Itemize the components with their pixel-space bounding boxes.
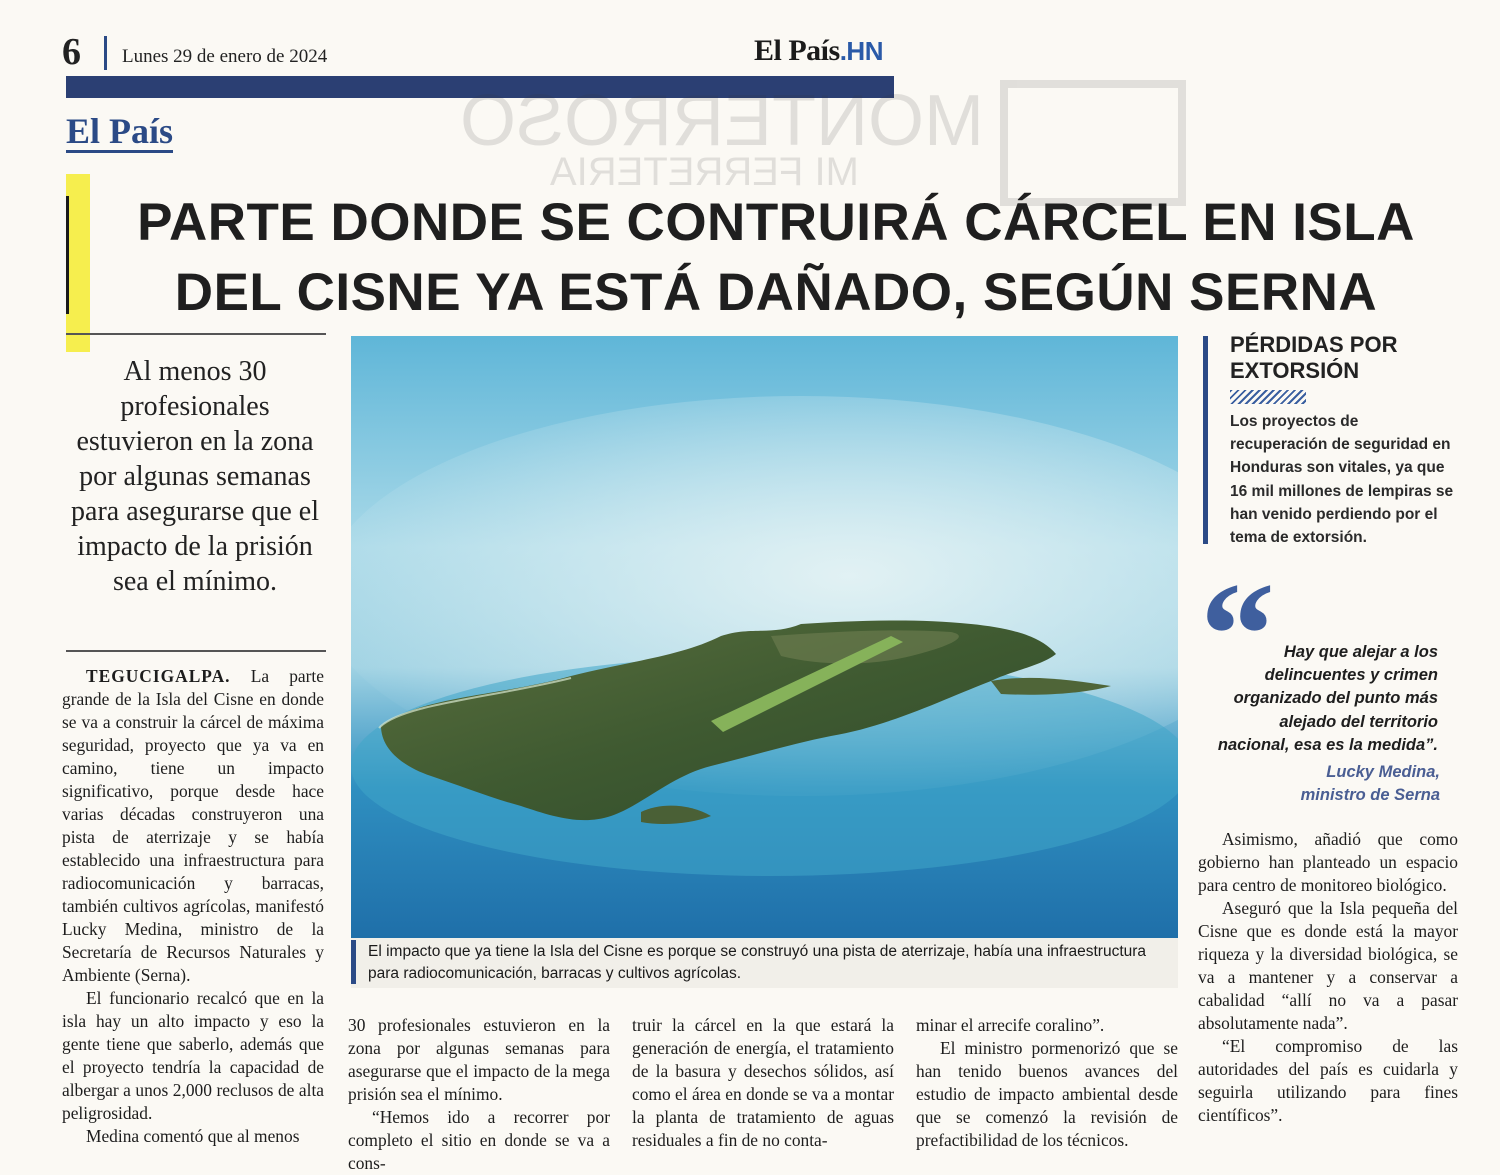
article-column-4 (916, 1014, 1178, 1152)
quote-attribution (1260, 761, 1440, 807)
sidebar-hatch-decoration (1230, 390, 1306, 404)
article-summary: Al menos 30 profesionales estuvieron en la zona por algunas semanas para asegurarse que el impacto de la prisión sea el mínimo. (71, 356, 319, 597)
paragraph: “El compromiso de las autoridades del país es cuidarla y seguirla utilizando para fines científicos”. (1198, 1036, 1458, 1125)
sidebar-title: PÉRDIDAS POR EXTORSIÓN (1230, 332, 1398, 383)
paragraph: Aseguró que la Isla pequeña del Cisne que es donde está la mayor riqueza y la diversidad biológica, se va a mantener y a conservar a cabalidad “allí no va a pasar absolutamente nada”. (1198, 898, 1458, 1033)
paragraph: 30 profesionales estuvieron en la zona por algunas semanas para asegurarse que el impacto de la mega prisión sea el mínimo. (348, 1015, 610, 1104)
quote-mark-icon: “ (1200, 552, 1275, 718)
page-number: 6 (62, 31, 81, 73)
paragraph: El ministro pormenorizó que se han tenido buenos avances del estudio de impacto ambiental desde que se comenzó la revisión de prefactibilidad de los técnicos. (916, 1038, 1178, 1150)
masthead-suffix: .HN (839, 36, 883, 66)
section-label: El País (66, 111, 174, 151)
ghost-text-1: MONTERROSO (460, 81, 985, 161)
masthead-title: El País (754, 34, 840, 67)
summary-top-rule (66, 333, 326, 335)
summary-bottom-rule (66, 650, 326, 652)
headline-line-1: PARTE DONDE SE CONTRUIRÁ CÁRCEL EN ISLA (137, 193, 1415, 252)
headline-rule (66, 196, 69, 314)
island-aerial-photo (351, 336, 1178, 938)
headline (96, 188, 1456, 328)
header-bar (66, 76, 894, 98)
quote-author-role: ministro de Serna (1300, 786, 1440, 804)
paragraph: Medina comentó que al menos (86, 1126, 300, 1146)
article-column-2 (348, 1014, 610, 1175)
issue-date: Lunes 29 de enero de 2024 (122, 46, 328, 67)
sidebar-accent-bar (1203, 336, 1208, 544)
article-column-5 (1198, 828, 1458, 1127)
paragraph: “Hemos ido a recorrer por completo el sitio en donde se va a cons- (348, 1107, 610, 1173)
article-column-1 (62, 665, 324, 1148)
ghost-text-2: MI FERRETERIA (550, 150, 859, 194)
caption-accent-bar (351, 940, 356, 984)
quote-author-name: Lucky Medina, (1326, 763, 1440, 781)
photo-caption: El impacto que ya tiene la Isla del Cisne es porque se construyó una pista de aterrizaje, había una infraestructura para radiocomunicación, barracas y cultivos agrícolas. (368, 943, 1147, 982)
paragraph: Asimismo, añadió que como gobierno han planteado un espacio para centro de monitoreo biológico. (1198, 829, 1458, 895)
lead-paragraph: La parte grande de la Isla del Cisne en donde se va a construir la cárcel de máxima seguridad, proyecto que ya va en camino, tiene un impacto significativo, porque desde hace varias décadas construyeron una pista de aterrizaje y se había establecido una infraestructura para radiocomunicación y barracas, también cultivos agrícolas, manifestó Lucky Medina, ministro de la Secretaría de Recursos Naturales y Ambiente (Serna). (62, 666, 324, 985)
sidebar-text: Los proyectos de recuperación de seguridad en Honduras son vitales, ya que 16 mil millones de lempiras se han venido perdiendo por el tema de extorsión. (1230, 413, 1454, 547)
paragraph: El funcionario recalcó que en la isla hay un alto impacto y eso la gente tiene que saberlo, además que el proyecto tendría la capacidad de albergar a unos 2,000 reclusos de alta peligrosidad. (62, 988, 324, 1123)
highlight-marker (66, 174, 90, 352)
headline-line-2: DEL CISNE YA ESTÁ DAÑADO, SEGÚN SERNA (174, 263, 1378, 322)
island-illustration (351, 336, 1178, 938)
paragraph: truir la cárcel en la que estará la generación de energía, el tratamiento de la basura y desechos sólidos, así como el área en donde se va a montar la planta de tratamiento de aguas residuales a fin de no conta- (632, 1015, 894, 1150)
paragraph: minar el arrecife coralino”. (916, 1015, 1105, 1035)
paragraph (62, 665, 324, 987)
pull-quote: Hay que alejar a los delincuentes y crimen organizado del punto más alejado del territorio nacional, esa es la medida”. (1217, 643, 1438, 754)
masthead-logo (754, 34, 883, 68)
article-column-3 (632, 1014, 894, 1152)
header-divider (104, 36, 107, 70)
dateline: TEGUCIGALPA. (86, 666, 231, 686)
